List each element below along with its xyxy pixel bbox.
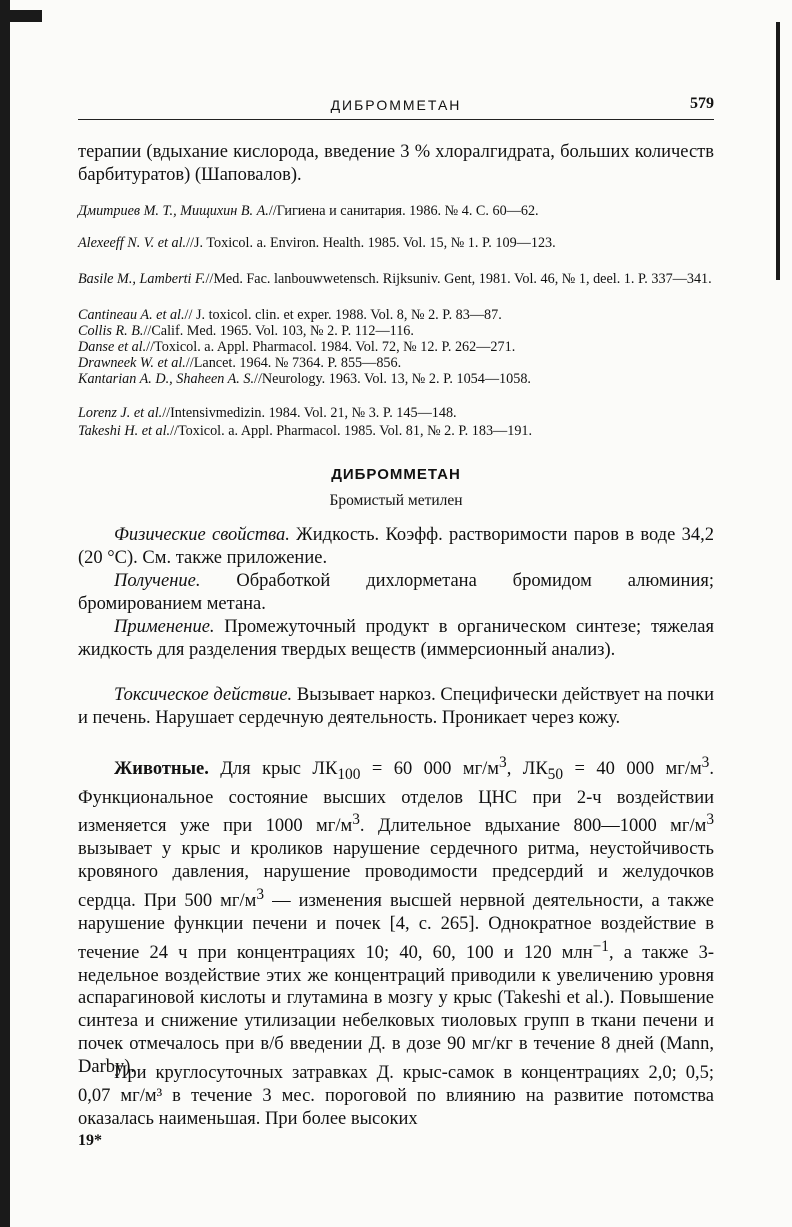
reference-authors: Collis R. B. xyxy=(78,323,144,339)
reference-authors: Basile M., Lamberti F. xyxy=(78,271,206,287)
animals-text: = 40 000 мг/м xyxy=(563,759,702,780)
reference-source: //Intensivmedizin. 1984. Vol. 21, № 3. P. 145—148. xyxy=(162,405,457,421)
reference-authors: Lorenz J. et al. xyxy=(78,405,163,421)
reference-item xyxy=(78,236,714,251)
application-text: Промежуточный продукт в органическом синтезе; тяжелая жидкость для разделения твердых веществ (иммерсионный анализ). xyxy=(78,617,714,660)
animals-label: Животные. xyxy=(114,759,209,780)
reference-item xyxy=(78,372,714,387)
reference-source: // J. toxicol. clin. et exper. 1988. Vol. 8, № 2. P. 83—87. xyxy=(184,307,502,323)
production-label: Получение. xyxy=(114,571,201,591)
animals-text: . Функциональное состояние высших отделов ЦНС при 2-ч воздействии изменяется уже при 1000 мг/м xyxy=(78,759,714,837)
reference-source: //Calif. Med. 1965. Vol. 103, № 2. P. 112—116. xyxy=(143,323,414,339)
animals-text: — изменения высшей нервной деятельности, а также нарушение функции печени и почек [4, с. 265]. Однократное воздействие в течение 24 ч при концентрациях 10; 40, 60, 100 и 120 млн xyxy=(78,891,714,963)
page-number: 579 xyxy=(690,95,714,112)
scan-edge-left xyxy=(0,0,10,1227)
reference-item xyxy=(78,204,714,219)
section-heading: ДИБРОММЕТАН xyxy=(331,466,461,483)
animals-superscript: 3 xyxy=(701,754,710,771)
animals-paragraph xyxy=(78,752,714,1079)
animals-superscript: 3 xyxy=(256,885,265,903)
reference-source: //Neurology. 1963. Vol. 13, № 2. P. 1054—1058. xyxy=(254,371,531,387)
reference-item xyxy=(78,424,714,439)
animals-superscript: −1 xyxy=(592,937,610,955)
chronic-exposure-paragraph: При круглосуточных затравках Д. крыс-самок в концентрациях 2,0; 0,5; 0,07 мг/м³ в течение 3 мес. пороговой по влиянию на развитие потомства оказалась наименьшая. При более высоких xyxy=(78,1063,714,1129)
reference-item xyxy=(78,308,714,323)
reference-source: //Lancet. 1964. № 7364. P. 855—856. xyxy=(185,355,402,371)
running-head-title: ДИБРОММЕТАН xyxy=(330,97,462,113)
reference-item xyxy=(78,406,714,421)
toxic-action-label: Токсическое действие. xyxy=(114,685,293,705)
reference-authors: Danse et al. xyxy=(78,339,147,355)
animals-text: . Длительное вдыхание 800—1000 мг/м xyxy=(359,816,707,837)
physical-properties-text: Жидкость. Коэфф. растворимости паров в воде 34,2 (20 °С). См. также приложение. xyxy=(78,525,715,568)
animals-text: Для крыс ЛК xyxy=(208,759,338,780)
reference-item xyxy=(78,272,714,287)
application-label: Применение. xyxy=(114,617,215,637)
reference-source: //Med. Fac. lanbouwwetensch. Rijksuniv. Gent, 1981. Vol. 46, № 1, deel. 1. P. 337—341. xyxy=(205,271,712,287)
animals-text: , а также 3-недельное воздействие этих же концентраций приводили к увеличению уровня аспарагиновой кислоты и глутамина в мозгу у крыс (Takeshi et al.). Повышение синтеза и снижение утилизации небелковых тиоловых групп в ткани печени и почек отмечалось при в/б введении Д. в дозе 90 мг/кг в течение 8 дней (Mann, Darby). xyxy=(78,942,714,1077)
production-text: Обработкой дихлорметана бромидом алюминия; бромированием метана. xyxy=(78,571,714,614)
scan-edge-right xyxy=(776,22,780,280)
reference-authors: Takeshi H. et al. xyxy=(78,423,171,439)
physical-properties-label: Физические свойства. xyxy=(114,525,290,545)
reference-authors: Дмитриев М. Т., Мищихин В. А. xyxy=(78,203,269,219)
toxic-action-paragraph xyxy=(78,684,714,730)
animals-text: вызывает у крыс и кроликов нарушение сердечного ритма, неустойчивость кровяного давления, нарушение проводимости предсердий и желудочков сердца. При 500 мг/м xyxy=(78,839,714,912)
animals-subscript: 100 xyxy=(337,765,361,783)
reference-authors: Cantineau A. et al. xyxy=(78,307,185,323)
animals-superscript: 3 xyxy=(352,811,360,829)
reference-source: //Toxicol. a. Appl. Pharmacol. 1985. Vol. 81, № 2. P. 183—191. xyxy=(170,423,533,439)
reference-authors: Kantarian A. D., Shaheen A. S. xyxy=(78,371,255,387)
animals-text: , ЛК xyxy=(506,759,548,780)
signature-mark: 19* xyxy=(78,1132,102,1149)
reference-item xyxy=(78,340,714,355)
reference-source: //Гигиена и санитария. 1986. № 4. С. 60—62. xyxy=(268,203,539,219)
animals-superscript: 3 xyxy=(706,811,715,829)
toxic-action-text: Вызывает наркоз. Специфически действует на почки и печень. Нарушает сердечную деятельность. Проникает через кожу. xyxy=(78,685,714,728)
reference-authors: Drawneek W. et al. xyxy=(78,355,186,371)
section-synonym: Бромистый метилен xyxy=(329,492,463,509)
reference-authors: Alexeeff N. V. et al. xyxy=(78,235,187,251)
reference-source: //Toxicol. a. Appl. Pharmacol. 1984. Vol. 72, № 12. P. 262—271. xyxy=(146,339,516,355)
running-head xyxy=(78,95,714,120)
reference-item xyxy=(78,324,714,339)
scan-edge-top-left xyxy=(10,10,42,22)
reference-source: //J. Toxicol. a. Environ. Health. 1985. Vol. 15, № 1. P. 109—123. xyxy=(186,235,556,251)
application-paragraph xyxy=(78,616,714,662)
animals-superscript: 3 xyxy=(499,754,507,771)
production-paragraph xyxy=(78,570,714,616)
intro-continuation: терапии (вдыхание кислорода, введение 3 % хлоралгидрата, больших количеств барбитуратов) (Шаповалов). xyxy=(78,142,714,185)
reference-item xyxy=(78,356,714,371)
animals-text: = 60 000 мг/м xyxy=(360,759,500,780)
animals-subscript: 50 xyxy=(547,765,564,783)
physical-properties-paragraph xyxy=(78,524,714,570)
